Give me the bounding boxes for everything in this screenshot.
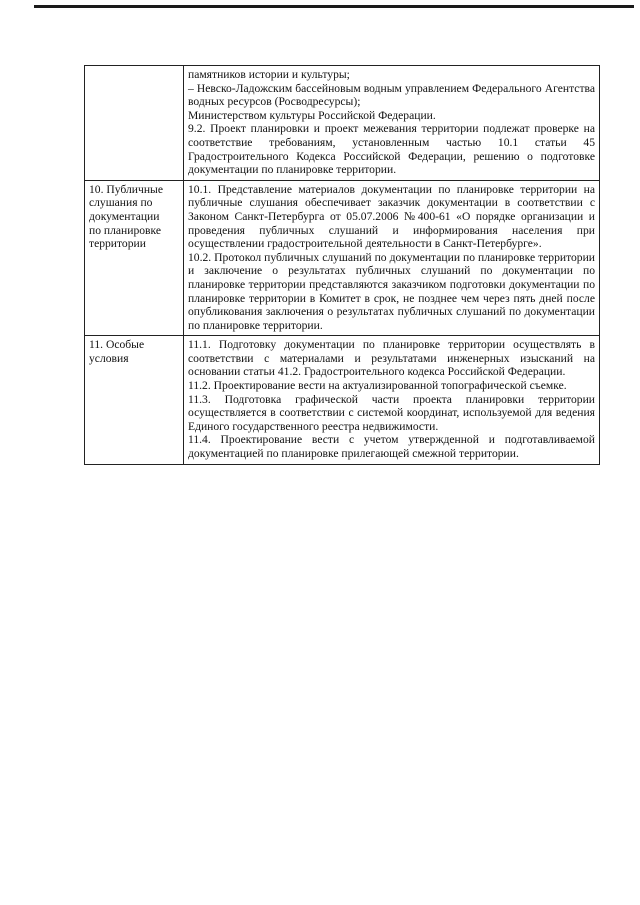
top-border-line: [34, 5, 634, 8]
table-row: [85, 336, 600, 464]
row-content-cell: [184, 336, 600, 464]
paragraph: 11.2. Проектирование вести на актуализированной топографической съемке.: [188, 379, 567, 393]
paragraph: 10.2. Протокол публичных слушаний по документации по планировке территории и заключение о результатах публичных слушаний по документации по планировке территории представляются заказчиком подготовки документации по планировке территории в Комитет в срок, не позднее чем через пять дней после опубликования заключения о результатах публичных слушаний по документации по планировке территории.: [188, 250, 595, 332]
paragraph: 11.1. Подготовку документации по планировке территории осуществлять в соответствии с материалами и результатами инженерных изысканий на основании статьи 41.2. Градостроительного кодекса Российской Федерации.: [188, 338, 595, 379]
planning-conditions-table: [84, 65, 600, 465]
row-label-line: документации: [89, 209, 160, 223]
paragraph: памятников истории и культуры;: [188, 68, 350, 81]
row-label-cell: [85, 180, 184, 336]
row-label-line: по планировке: [89, 223, 162, 237]
paragraph: 11.3. Подготовка графической части проекта планировки территории осуществляется в соответствии с системой координат, используемой для ведения Единого государственного реестра недвижимости.: [188, 392, 595, 433]
paragraph: – Невско-Ладожским бассейновым водным управлением Федерального Агентства водных ресурсов (Росводресурсы);: [188, 81, 595, 109]
row-label-cell: [85, 66, 184, 181]
paragraph: 9.2. Проект планировки и проект межевания территории подлежат проверке на соответствие требованиям, установленным частью 10.1 статьи 45 Градостроительного Кодекса Российской Федерации, решению о подготовке документации по планировке территории.: [188, 122, 595, 177]
row-label-line: территории: [89, 237, 146, 251]
row-content-cell: [184, 66, 600, 181]
row-label-line: 11. Особые: [89, 338, 145, 352]
row-content-cell: [184, 180, 600, 336]
paragraph: 11.4. Проектирование вести с учетом утвержденной и подготавливаемой документацией по планировке прилегающей смежной территории.: [188, 433, 595, 461]
row-label-line: условия: [89, 351, 129, 365]
table-row: [85, 180, 600, 336]
row-label-cell: [85, 336, 184, 464]
table-row: [85, 66, 600, 181]
row-label-line: 10. Публичные: [89, 182, 163, 196]
row-label-line: слушания по: [89, 196, 153, 210]
paragraph: Министерством культуры Российской Федерации.: [188, 108, 436, 122]
paragraph: 10.1. Представление материалов документации по планировке территории на публичные слушания обеспечивает заказчик документации в соответствии с Законом Санкт-Петербурга от 05.07.2006 №400-61 «О порядке организации и проведения публичных слушаний и информирования населения при осуществлении градостроительной деятельности в Санкт-Петербурге».: [188, 182, 595, 251]
